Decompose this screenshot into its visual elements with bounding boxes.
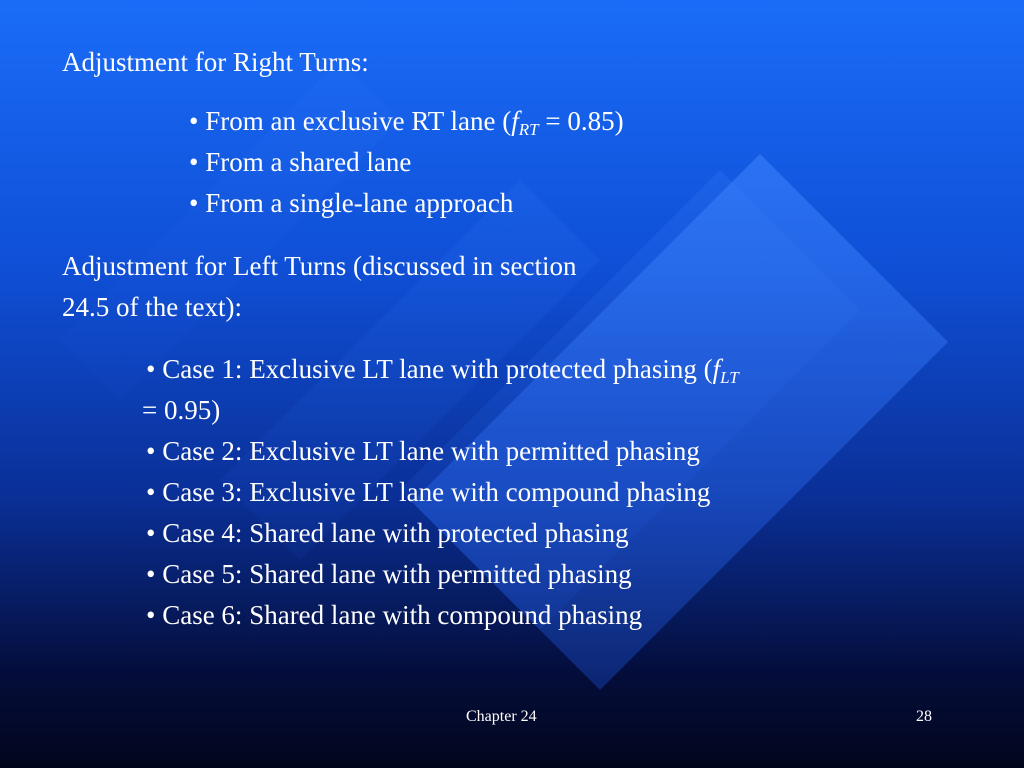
list-item: • From a shared lane xyxy=(189,147,412,177)
list-item: • Case 4: Shared lane with protected phasing xyxy=(146,518,629,548)
page-number: 28 xyxy=(916,708,932,725)
list-item: • Case 5: Shared lane with permitted phasing xyxy=(146,559,632,589)
list-item: • Case 1: Exclusive LT lane with protected phasing ($f_{LT}$ xyxy=(146,354,739,387)
list-item-continuation: = 0.95) xyxy=(142,395,221,425)
list-item: • Case 3: Exclusive LT lane with compound phasing xyxy=(146,477,711,507)
list-item: • From a single-lane approach xyxy=(189,188,514,218)
right-turn-list xyxy=(189,101,624,224)
left-turn-list xyxy=(142,349,739,636)
heading-left-turns: Adjustment for Left Turns (discussed in section 24.5 of the text): xyxy=(62,251,577,322)
list-item: • Case 6: Shared lane with compound phasing xyxy=(146,600,643,630)
list-item: • Case 2: Exclusive LT lane with permitted phasing xyxy=(146,436,700,466)
heading-right-turns: Adjustment for Right Turns: xyxy=(62,47,369,77)
footer-chapter: Chapter 24 xyxy=(466,708,537,725)
list-item: • From an exclusive RT lane $(f_{RT} = 0.85)$ xyxy=(189,106,624,139)
